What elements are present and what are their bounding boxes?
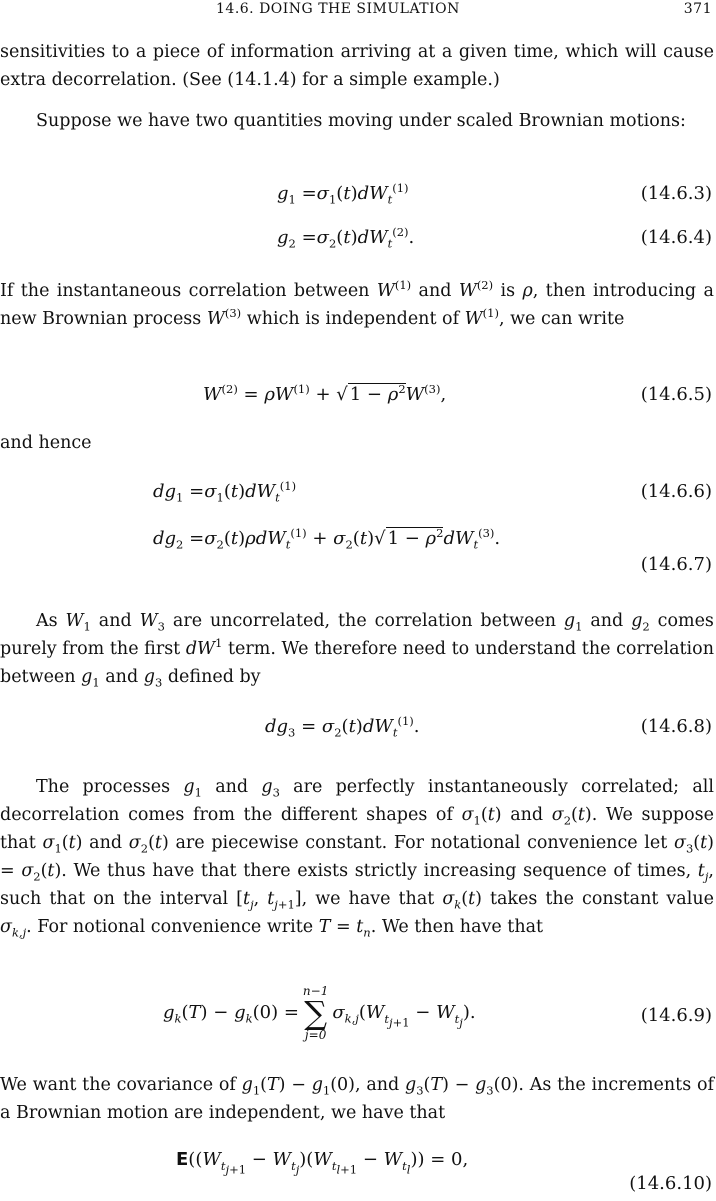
equation-number-14-6-10: (14.6.10): [629, 1173, 712, 1194]
summation-symbol: n−1 ∑ j=0: [302, 984, 329, 1042]
equation-g1: $g_1 =\sigma_1(t)dW_t^{(1)}$: [277, 181, 409, 207]
equation-dg1: $dg_1 =\sigma_1(t)dW_t^{(1)}$: [153, 479, 297, 505]
paragraph-uncorrelated: As $W_1$ and $W_3$ are uncorrelated, the correlation between $g_1$ and $g_2$ comes purely from the first $dW^1$ term. We therefore need to understand the correlation between $g_1$ and $g_3$ defined by: [0, 611, 714, 690]
equation-g2: $g_2 =\sigma_2(t)dW_t^{(2)}$.: [277, 225, 415, 251]
equation-number-14-6-3: (14.6.3): [640, 183, 712, 204]
equation-number-14-6-4: (14.6.4): [640, 227, 712, 248]
text-and-hence: and hence: [0, 433, 92, 453]
paragraph-processes: The processes $g_1$ and $g_3$ are perfectly instantaneously correlated; all decorrelation comes from the different shapes of $\sigma_1(t)$ and $\sigma_2(t)$. We suppose that $\sigma_1(t)$ and $\sigma_2(t)$ are piecewise constant. For notational convenience let $\sigma_3(t) = \sigma_2(t)$. We thus have that there exists strictly increasing sequence of times, $t_j$, such that on the interval [$t_j$, $t_{j+1}$], we have that $\sigma_k(t)$ takes the constant value $\sigma_{k,j}$. For notional convenience write $T = t_n$. We then have that: [0, 777, 714, 940]
paragraph-correlation: If the instantaneous correlation between $W^{(1)}$ and $W^{(2)}$ is ρ, then introducing a new Brownian process $W^{(3)}$ which is independent of $W^{(1)}$, we can write: [0, 278, 714, 329]
equation-dg2: $dg_2 =\sigma_2(t)\rho dW_t^{(1)} + \sigma_2(t)√$ $1 - \rho^2dW_t^{(3)}$.: [153, 526, 501, 552]
paragraph-sensitivities: sensitivities to a piece of information arriving at a given time, which will cause extra decorrelation. (See (14.1.4) for a simple example.): [0, 42, 714, 90]
equation-number-14-6-5: (14.6.5): [640, 384, 712, 405]
equation-number-14-6-8: (14.6.8): [640, 716, 712, 737]
page-number: 371: [683, 1, 712, 17]
equation-expectation: $E((W_{t_{j+1}} - W_{t_j})(W_{t_{l+1}} - W_{t_l})) = 0$,: [176, 1149, 469, 1176]
running-header: [0, 0, 716, 22]
equation-number-14-6-7: (14.6.7): [640, 554, 712, 575]
equation-gk-sum: $g_k(T) - g_k(0)$ = n−1 ∑ j=0 $\sigma_{k,j}(W_{t_{j+1}} - W_{t_j})$.: [163, 984, 476, 1042]
section-title: 14.6. DOING THE SIMULATION: [216, 1, 460, 17]
paragraph-suppose: Suppose we have two quantities moving under scaled Brownian motions:: [36, 111, 686, 131]
equation-number-14-6-6: (14.6.6): [640, 481, 712, 502]
equation-w2-decomposition: $W^{(2)} = \rho W^{(1)}$ + √ $1 - \rho^2W^{(3)}$,: [203, 382, 447, 405]
equation-dg3: $dg_3 = \sigma_2(t)dW_t^{(1)}$.: [265, 714, 420, 740]
paragraph-covariance: We want the covariance of $g_1(T) - g_1(0)$, and $g_3(T) - g_3(0)$. As the increments of a Brownian motion are independent, we have that: [0, 1075, 714, 1123]
equation-number-14-6-9: (14.6.9): [640, 1005, 712, 1026]
